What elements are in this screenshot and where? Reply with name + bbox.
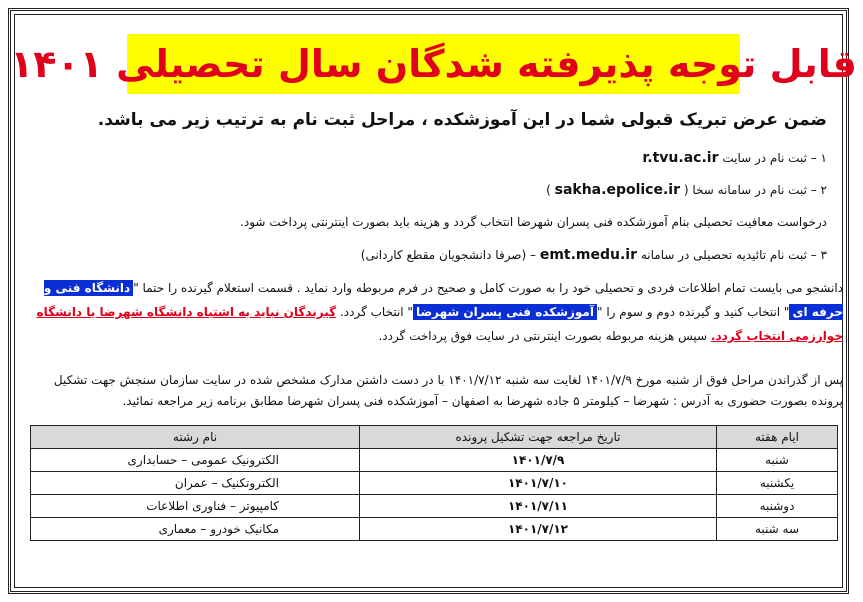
cell-day: سه شنبه [717,518,838,541]
step-2-close: ) [546,183,551,197]
instructions-text-d: سپس هزینه مربوطه بصورت اینترنتی در سایت فوق پرداخت گردد. [378,329,708,343]
step-2-label: ۲ – ثبت نام در سامانه سخا ( [683,183,827,197]
cell-date: ۱۴۰۱/۷/۱۲ [360,518,717,541]
step-2 [546,182,827,198]
page-title: قابل توجه پذیرفته شدگان سال تحصیلی ۱۴۰۱ [10,42,857,86]
table-row [31,518,838,541]
step-1 [642,150,827,166]
cell-date: ۱۴۰۱/۷/۱۰ [360,472,717,495]
instructions-text-b: " انتخاب کنید و گیرنده دوم و سوم را " [596,305,790,319]
instructions-text-c: " انتخاب گردد. [339,305,413,319]
step-3-note: – (صرفا دانشجویان مقطع کاردانی) [360,248,536,262]
table-row [31,495,838,518]
cell-date: ۱۴۰۱/۷/۱۱ [360,495,717,518]
table-header-row [31,426,838,449]
step-3-label: ۳ – ثبت نام تائیدیه تحصیلی در سامانه [640,248,827,262]
schedule-table [30,425,838,541]
registration-instructions [21,276,843,348]
table-row [31,472,838,495]
col-header-date: تاریخ مراجعه جهت تشکیل پرونده [360,426,717,449]
cell-date: ۱۴۰۱/۷/۹ [360,449,717,472]
highlight-university: دانشگاه فنی و حرفه ای [43,281,843,319]
title-banner [10,34,857,94]
col-header-major: نام رشته [31,426,360,449]
cell-major: مکانیک خودرو – معماری [31,518,360,541]
col-header-day: ایام هفته [717,426,838,449]
cell-major: الکترونیک عمومی – حسابداری [31,449,360,472]
intro-text: ضمن عرض تبریک قبولی شما در این آموزشکده ، مراحل ثبت نام به ترتیب زیر می باشد. [97,110,827,130]
cell-major: الکتروتکنیک – عمران [31,472,360,495]
step-2-note: درخواست معافیت تحصیلی بنام آموزشکده فنی پسران شهرضا انتخاب گردد و هزینه باید بصورت اینترنتی پرداخت شود. [240,215,827,229]
step-1-url[interactable]: r.tvu.ac.ir [642,150,719,166]
instructions-text-a: دانشجو می بایست تمام اطلاعات فردی و تحصیلی خود را به صورت کامل و صحیح در فرم مربوطه وارد نماید . قسمت استعلام گیرنده را حتما " [133,281,843,295]
cell-day: شنبه [717,449,838,472]
cell-major: کامپیوتر – فناوری اطلاعات [31,495,360,518]
step-1-label: ۱ – ثبت نام در سایت [722,151,827,165]
step-3-url[interactable]: emt.medu.ir [539,247,638,263]
cell-day: دوشنبه [717,495,838,518]
schedule-intro: پس از گذراندن مراحل فوق از شنبه مورخ ۱۴۰۱/۷/۹ لغایت سه شنبه ۱۴۰۱/۷/۱۲ با در دست داشتن مدارک مشخص شده در سایت سازمان سنجش جهت تشکیل پرونده بصورت حضوری به آدرس : شهرضا – کیلومتر ۵ جاده شهرضا به اصفهان – آموزشکده فنی پسران شهرضا مطابق برنامه زیر مراجعه نمائید. [53,373,843,408]
table-row [31,449,838,472]
cell-day: یکشنبه [717,472,838,495]
step-3 [361,247,827,263]
step-2-url[interactable]: sakha.epolice.ir [554,182,680,198]
highlight-college: آموزشکده فنی پسران شهرضا [413,304,597,320]
warning-text: گیرندگان نباید به اشتباه دانشگاه شهرضا یا دانشگاه خوارزمی انتخاب گردد. [36,305,843,343]
